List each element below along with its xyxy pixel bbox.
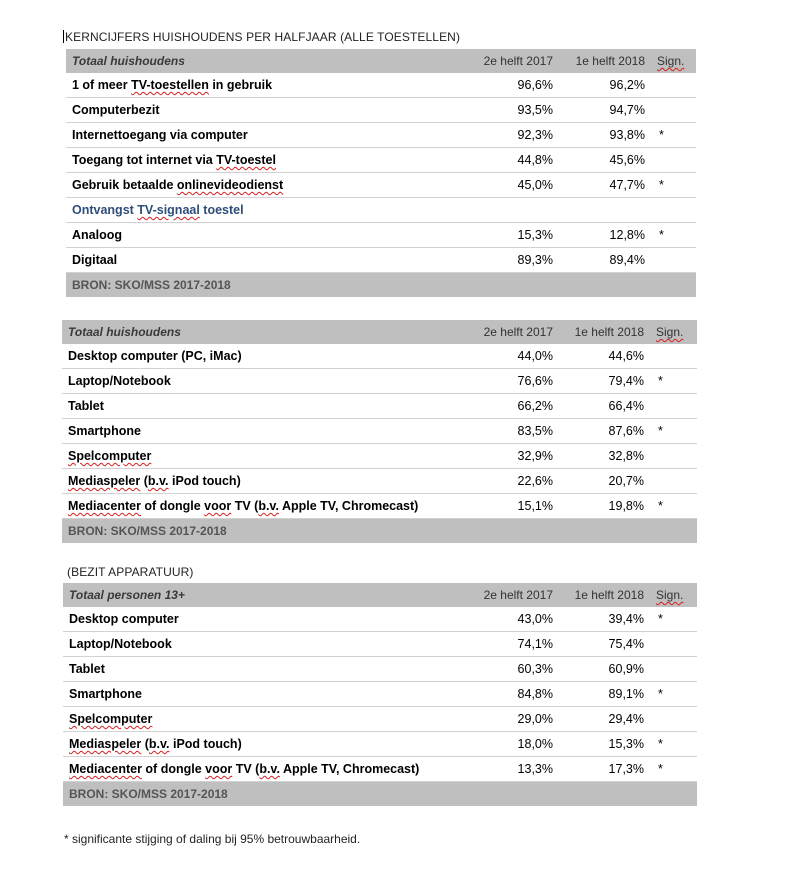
header-col-2017: 2e helft 2017: [476, 49, 561, 73]
table-row: [63, 607, 697, 632]
row-label: Internettoegang via computer: [66, 123, 476, 148]
table-household-key-figures: [66, 49, 696, 297]
row-value-2017: 45,0%: [476, 173, 561, 198]
row-value-2017: 89,3%: [476, 248, 561, 273]
table-row: [63, 682, 697, 707]
row-value-2017: 22,6%: [472, 469, 561, 494]
header-col-2017: 2e helft 2017: [473, 583, 561, 607]
row-value-2017: 44,8%: [476, 148, 561, 173]
row-label: 1 of meer TV-toestellen in gebruik: [66, 73, 476, 98]
row-label: Mediacenter of dongle voor TV (b.v. Apple TV, Chromecast): [63, 757, 473, 782]
row-sign: *: [652, 682, 697, 707]
source-label: BRON: SKO/MSS 2017-2018: [63, 782, 697, 807]
row-sign: [652, 394, 697, 419]
table-row: [63, 707, 697, 732]
row-label: Analoog: [66, 223, 476, 248]
row-sign: *: [652, 369, 697, 394]
row-value-2017: 96,6%: [476, 73, 561, 98]
table-row: [66, 223, 696, 248]
row-value-2018: 89,4%: [561, 248, 653, 273]
row-value-2018: 79,4%: [561, 369, 652, 394]
header-col-sign: Sign.: [653, 49, 696, 73]
row-value-2018: 15,3%: [561, 732, 652, 757]
row-value-2018: 47,7%: [561, 173, 653, 198]
row-sign: [652, 444, 697, 469]
row-value-2018: 66,4%: [561, 394, 652, 419]
table-row: [66, 123, 696, 148]
table-header-row: [62, 320, 697, 344]
row-value-2018: 39,4%: [561, 607, 652, 632]
table-row: [63, 732, 697, 757]
row-label: Smartphone: [62, 419, 472, 444]
table-source-row: [66, 273, 696, 298]
row-value-2017: 60,3%: [473, 657, 561, 682]
row-sign: *: [652, 757, 697, 782]
row-sign: *: [653, 223, 696, 248]
table-header-row: [63, 583, 697, 607]
row-value-2018: [561, 198, 653, 223]
header-col-2018: 1e helft 2018: [561, 583, 652, 607]
row-label: Desktop computer: [63, 607, 473, 632]
table-source-row: [63, 782, 697, 807]
table-row: [63, 657, 697, 682]
header-label: Totaal huishoudens: [62, 320, 472, 344]
row-sign: *: [652, 494, 697, 519]
header-col-2017: 2e helft 2017: [472, 320, 561, 344]
table-source-row: [62, 519, 697, 544]
source-label: BRON: SKO/MSS 2017-2018: [62, 519, 697, 544]
row-value-2018: 87,6%: [561, 419, 652, 444]
document-heading: [63, 30, 460, 44]
header-col-sign: Sign.: [652, 583, 697, 607]
row-label: Gebruik betaalde onlinevideodienst: [66, 173, 476, 198]
row-sign: *: [653, 173, 696, 198]
row-label: Mediaspeler (b.v. iPod touch): [62, 469, 472, 494]
row-sign: *: [652, 419, 697, 444]
table-row: [62, 419, 697, 444]
row-sign: [652, 707, 697, 732]
row-value-2017: 18,0%: [473, 732, 561, 757]
table-row: [62, 369, 697, 394]
row-label: Computerbezit: [66, 98, 476, 123]
header-label: Totaal personen 13+: [63, 583, 473, 607]
table-household-devices: [62, 320, 697, 543]
row-sign: [653, 148, 696, 173]
row-label: Spelcomputer: [62, 444, 472, 469]
row-value-2017: 74,1%: [473, 632, 561, 657]
row-value-2017: 32,9%: [472, 444, 561, 469]
table-persons-devices: [63, 583, 697, 806]
row-value-2017: 15,3%: [476, 223, 561, 248]
row-value-2018: 45,6%: [561, 148, 653, 173]
row-sign: [653, 248, 696, 273]
row-label: Laptop/Notebook: [62, 369, 472, 394]
row-label: Mediaspeler (b.v. iPod touch): [63, 732, 473, 757]
row-value-2017: 76,6%: [472, 369, 561, 394]
row-sign: [653, 73, 696, 98]
row-label: Digitaal: [66, 248, 476, 273]
row-sign: [652, 657, 697, 682]
header-col-sign: Sign.: [652, 320, 697, 344]
row-sign: *: [652, 607, 697, 632]
row-value-2017: [476, 198, 561, 223]
row-value-2018: 75,4%: [561, 632, 652, 657]
document-heading-text: KERNCIJFERS HUISHOUDENS PER HALFJAAR (ALLE TOESTELLEN): [65, 30, 461, 44]
row-value-2017: 15,1%: [472, 494, 561, 519]
row-value-2018: 19,8%: [561, 494, 652, 519]
row-sign: [653, 198, 696, 223]
row-sign: *: [653, 123, 696, 148]
row-value-2017: 43,0%: [473, 607, 561, 632]
table-row: [66, 248, 696, 273]
row-label: Toegang tot internet via TV-toestel: [66, 148, 476, 173]
row-value-2017: 93,5%: [476, 98, 561, 123]
table-row: [66, 98, 696, 123]
row-value-2018: 94,7%: [561, 98, 653, 123]
row-label: Laptop/Notebook: [63, 632, 473, 657]
row-value-2018: 93,8%: [561, 123, 653, 148]
row-value-2017: 66,2%: [472, 394, 561, 419]
row-label: Spelcomputer: [63, 707, 473, 732]
table-row: [62, 444, 697, 469]
row-value-2018: 44,6%: [561, 344, 652, 369]
table-row: [62, 469, 697, 494]
row-sign: *: [652, 732, 697, 757]
table-row: [66, 73, 696, 98]
header-col-2018: 1e helft 2018: [561, 320, 652, 344]
table-subheader-row: [66, 198, 696, 223]
row-value-2018: 89,1%: [561, 682, 652, 707]
row-value-2017: 84,8%: [473, 682, 561, 707]
table-row: [62, 494, 697, 519]
row-sign: [653, 98, 696, 123]
row-label: Mediacenter of dongle voor TV (b.v. Apple TV, Chromecast): [62, 494, 472, 519]
row-value-2017: 13,3%: [473, 757, 561, 782]
row-label: Desktop computer (PC, iMac): [62, 344, 472, 369]
row-value-2018: 20,7%: [561, 469, 652, 494]
row-value-2018: 96,2%: [561, 73, 653, 98]
row-value-2017: 44,0%: [472, 344, 561, 369]
row-sign: [652, 469, 697, 494]
row-value-2018: 60,9%: [561, 657, 652, 682]
row-value-2017: 83,5%: [472, 419, 561, 444]
row-value-2018: 17,3%: [561, 757, 652, 782]
row-value-2017: 92,3%: [476, 123, 561, 148]
row-value-2017: 29,0%: [473, 707, 561, 732]
table-row: [63, 632, 697, 657]
source-label: BRON: SKO/MSS 2017-2018: [66, 273, 696, 298]
row-sign: [652, 632, 697, 657]
table-row: [66, 148, 696, 173]
subheader-label: Ontvangst TV-signaal toestel: [66, 198, 476, 223]
row-value-2018: 12,8%: [561, 223, 653, 248]
row-value-2018: 32,8%: [561, 444, 652, 469]
table-caption: (BEZIT APPARATUUR): [67, 565, 194, 579]
table-row: [63, 757, 697, 782]
header-col-2018: 1e helft 2018: [561, 49, 653, 73]
table-row: [66, 173, 696, 198]
table-header-row: [66, 49, 696, 73]
header-label: Totaal huishoudens: [66, 49, 476, 73]
table-row: [62, 394, 697, 419]
row-label: Tablet: [63, 657, 473, 682]
table-row: [62, 344, 697, 369]
row-label: Smartphone: [63, 682, 473, 707]
row-value-2018: 29,4%: [561, 707, 652, 732]
footnote: * significante stijging of daling bij 95% betrouwbaarheid.: [64, 832, 361, 846]
row-label: Tablet: [62, 394, 472, 419]
text-cursor: [63, 30, 64, 43]
row-sign: [652, 344, 697, 369]
